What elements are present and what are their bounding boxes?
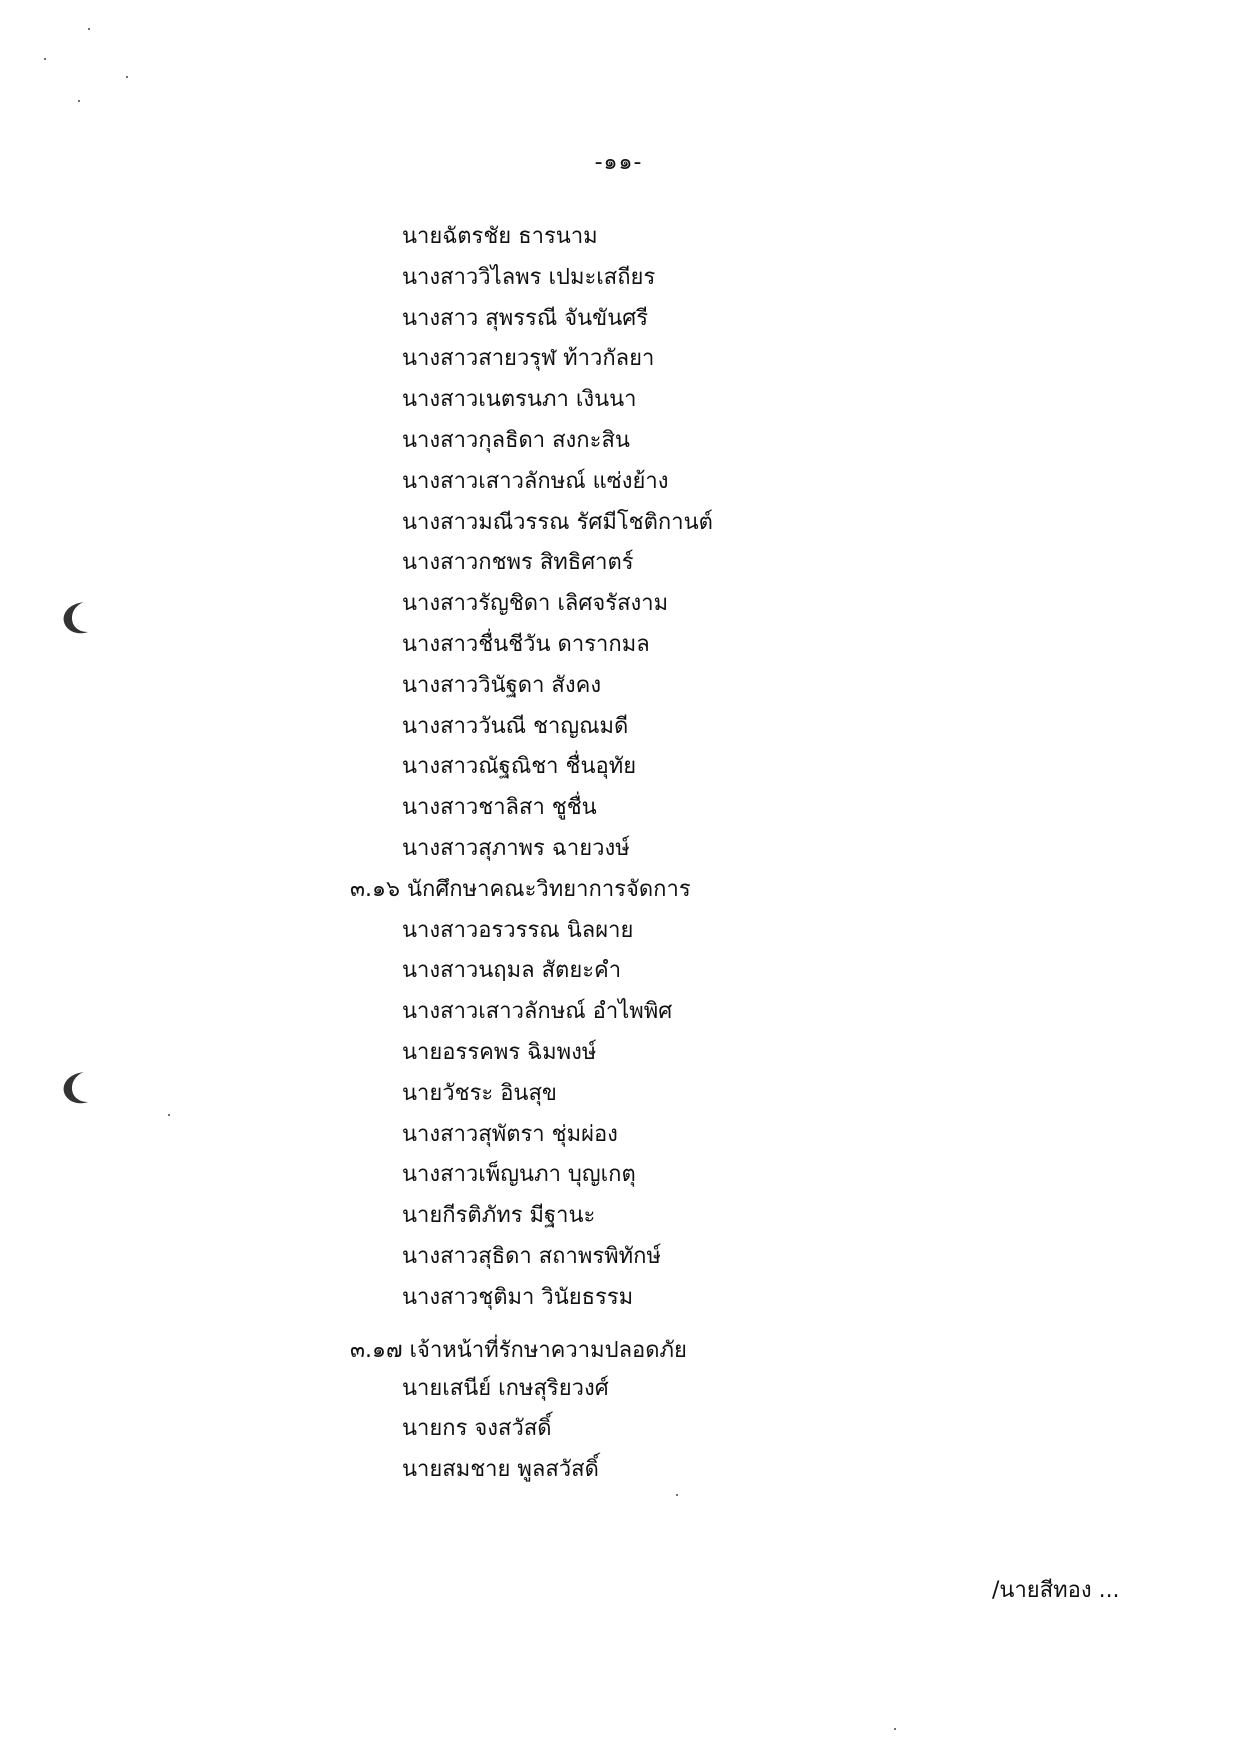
person-name: นางสาวชุติมา วินัยธรรม: [402, 1285, 634, 1310]
person-name: นางสาวณัฐณิชา ชื่นอุทัย: [402, 754, 637, 779]
section-heading: ๓.๑๗ เจ้าหน้าที่รักษาความปลอดภัย: [350, 1338, 687, 1363]
person-name: นายสมชาย พูลสวัสดิ์: [402, 1457, 599, 1482]
scan-speck: [126, 76, 128, 78]
person-name: นางสาวสุธิดา สถาพรพิทักษ์: [402, 1244, 662, 1269]
scan-speck: [894, 1728, 896, 1730]
person-name: นางสาวเสาวลักษณ์ แซ่งย้าง: [402, 469, 669, 494]
person-name: นางสาวกุลธิดา สงกะสิน: [402, 428, 630, 453]
person-name: นางสาวเนตรนภา เงินนา: [402, 387, 637, 412]
continuation-footer: /นายสีทอง ...: [992, 1578, 1120, 1603]
person-name: นางสาวสุพัตรา ชุ่มผ่อง: [402, 1122, 618, 1147]
scan-speck: [78, 100, 80, 102]
person-name: นายกร จงสวัสดิ์: [402, 1416, 552, 1441]
page-number: -๑๑-: [594, 150, 643, 175]
person-name: นางสาววันณี ชาญณมดี: [402, 714, 629, 739]
person-name: นายอรรคพร ฉิมพงษ์: [402, 1040, 597, 1065]
person-name: นายเสนีย์ เกษสุริยวงศ์: [402, 1376, 609, 1401]
person-name: นางสาวสายวรุฬ ท้าวกัลยา: [402, 346, 655, 371]
person-name: นางสาววินัฐดา สังคง: [402, 673, 602, 698]
scan-speck: [168, 1114, 170, 1116]
punch-hole-icon: [58, 1068, 92, 1108]
person-name: นางสาวนฤมล สัตยะคำ: [402, 958, 622, 983]
person-name: นายฉัตรชัย ธารนาม: [402, 224, 598, 249]
person-name: นางสาวรัญชิดา เลิศจรัสงาม: [402, 591, 669, 616]
person-name: นางสาวสุภาพร ฉายวงษ์: [402, 836, 630, 861]
punch-hole-icon: [58, 598, 92, 638]
person-name: นางสาวเพ็ญนภา บุญเกตุ: [402, 1162, 636, 1187]
person-name: นางสาวชาลิสา ชูชื่น: [402, 795, 597, 820]
scan-speck: [88, 28, 90, 30]
person-name: นางสาวเสาวลักษณ์ อำไพพิศ: [402, 999, 673, 1024]
person-name: นางสาววิไลพร เปมะเสถียร: [402, 265, 656, 290]
person-name: นางสาวอรวรรณ นิลผาย: [402, 918, 634, 943]
person-name: นางสาว สุพรรณี จันขันศรี: [402, 306, 649, 331]
person-name: นางสาวมณีวรรณ รัศมีโชติกานต์: [402, 510, 713, 535]
section-heading: ๓.๑๖ นักศึกษาคณะวิทยาการจัดการ: [350, 877, 691, 902]
scan-speck: [676, 1494, 678, 1496]
person-name: นางสาวกชพร สิทธิศาตร์: [402, 550, 634, 575]
scan-speck: [44, 58, 46, 60]
person-name: นายกีรติภัทร มีฐานะ: [402, 1203, 596, 1228]
person-name: นางสาวชื่นชีวัน ดารากมล: [402, 632, 650, 657]
person-name: นายวัชระ อินสุข: [402, 1081, 557, 1106]
